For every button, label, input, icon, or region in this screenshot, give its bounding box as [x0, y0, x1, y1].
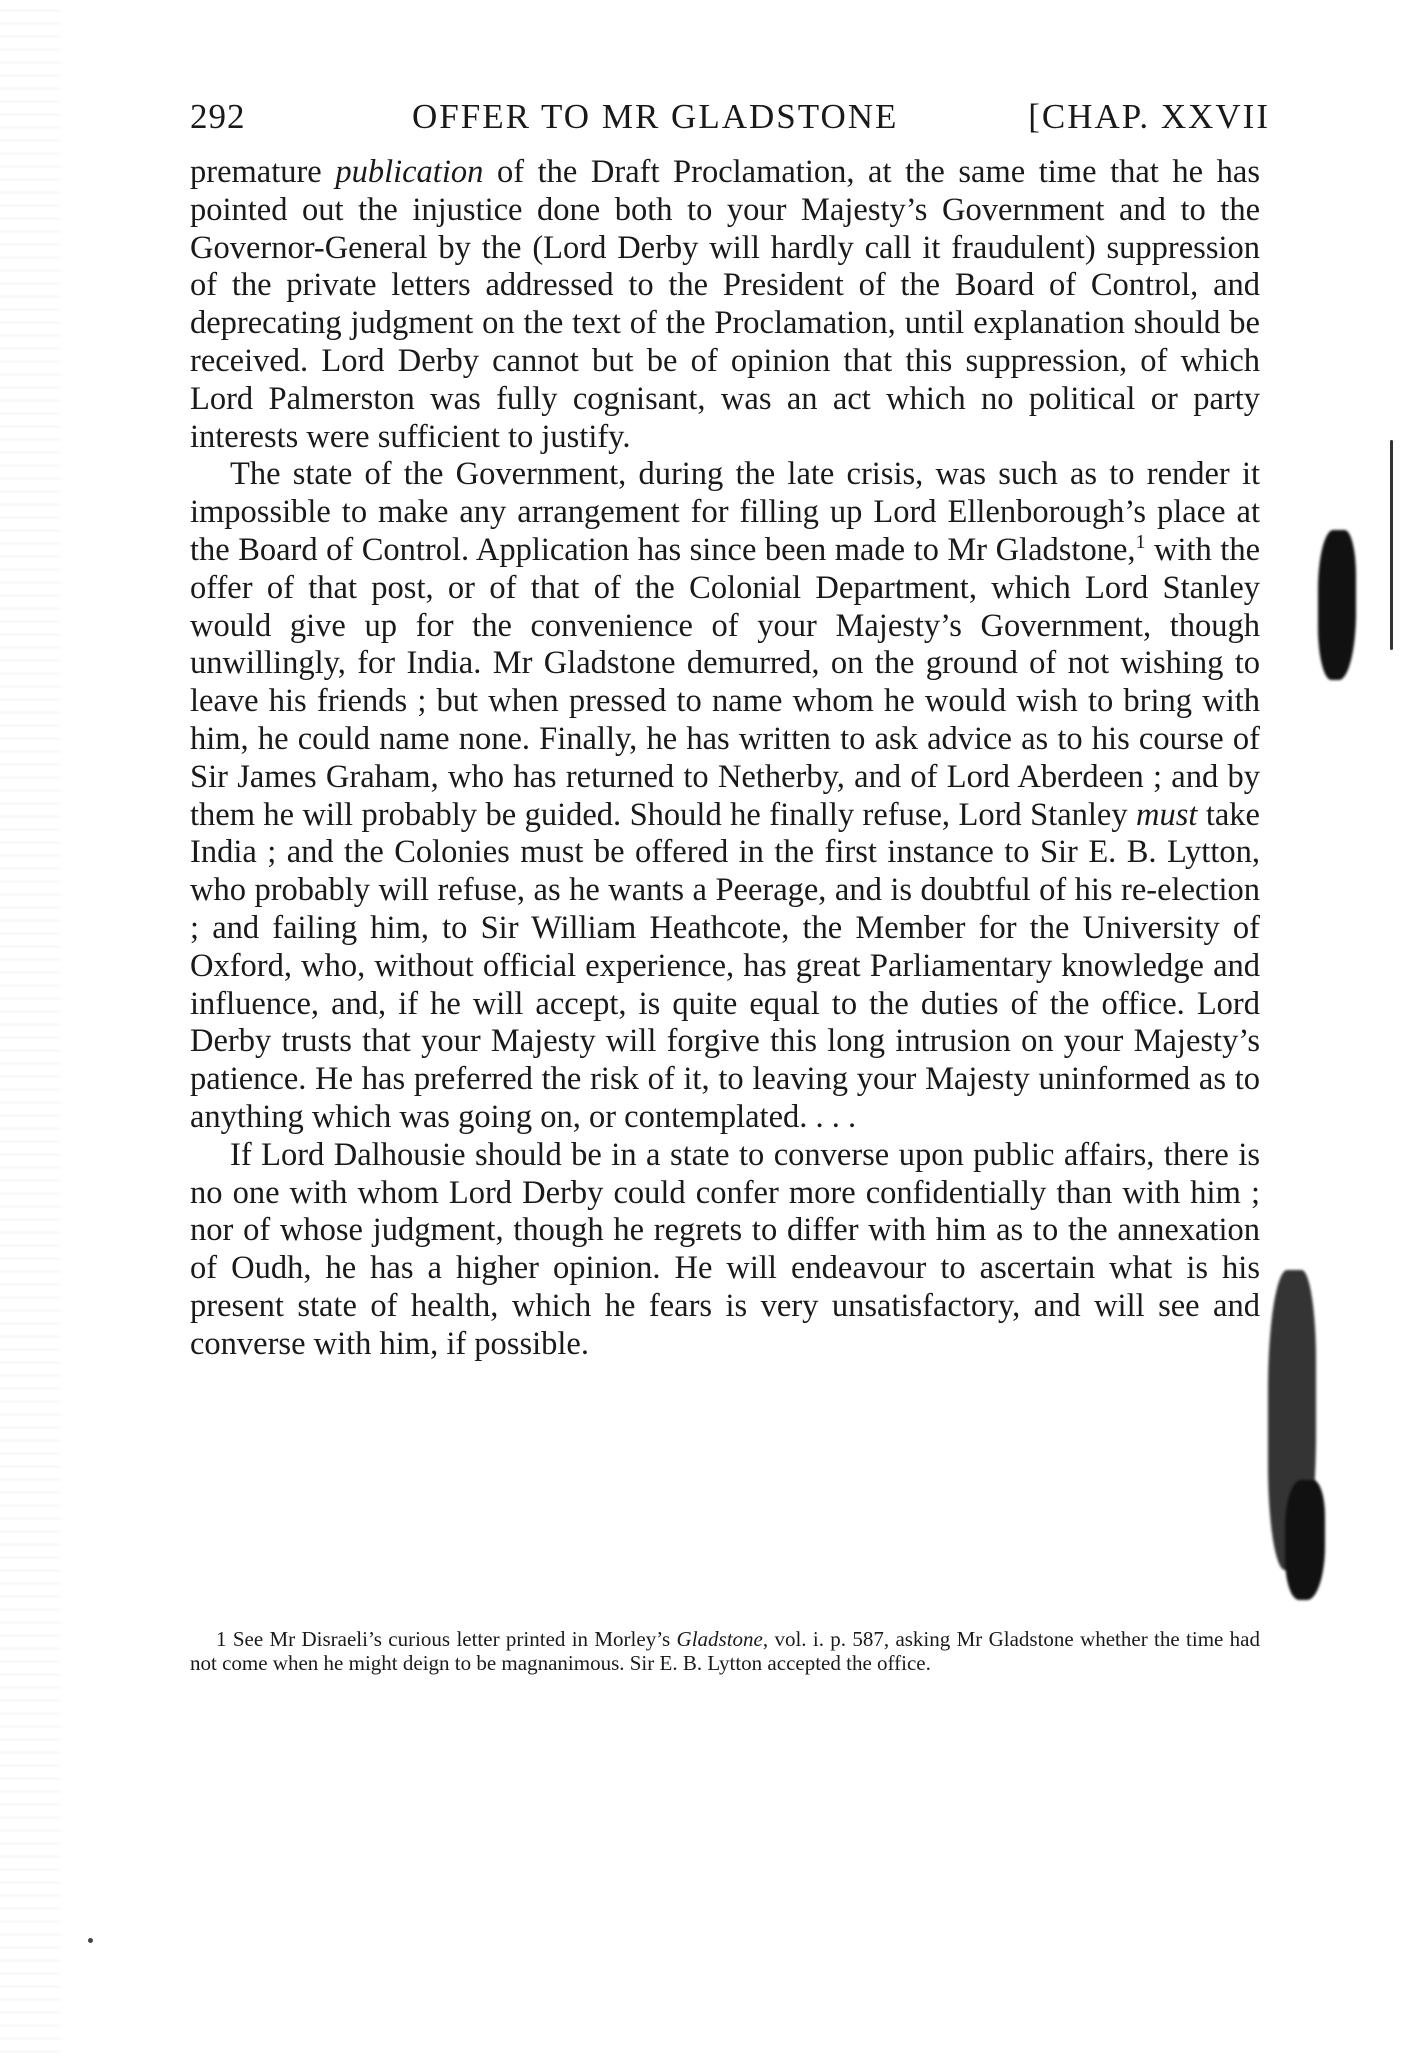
footnote-text-a: See Mr Disraeli’s curious letter printed in Morley’s: [226, 1627, 677, 1651]
paragraph-1: [190, 154, 1260, 456]
page-number: 292: [190, 97, 246, 136]
p2-italic-must: must: [1136, 796, 1198, 833]
running-header: [190, 97, 1270, 141]
margin-pencil-line: [1390, 440, 1393, 650]
footnote-text-c: , vol. i. p. 587, asking Mr Gladstone whether the time had not come when he might deign to be magnanimous. Sir E. B. Lytton accepted the office.: [190, 1627, 1260, 1675]
scan-speck: [88, 1938, 93, 1943]
chapter-reference: [CHAP. XXVII: [1028, 97, 1270, 136]
main-text: [190, 154, 1260, 1364]
footnote-1: [190, 1627, 1260, 1675]
paragraph-3: If Lord Dalhousie should be in a state to converse upon public affairs, there is no one with whom Lord Derby could confer more confidentially than with him ; nor of whose judgment, though he regrets to differ with him as to the annexation of Oudh, he has a higher opinion. He will endeavour to ascertain what is his present state of health, which he fears is very unsatisfactory, and will see and converse with him, if possible.: [190, 1136, 1260, 1362]
p1-text-a: premature: [190, 154, 336, 190]
p2-text-a: The state of the Government, during the late crisis, was such as to render it impossible to make any arrangement for filling up Lord Ellenborough’s place at the Board of Control. Application has since been made to Mr Gladstone,: [190, 456, 1260, 568]
p2-text-d: take India ; and the Colonies must be offered in the first instance to Sir E. B. Lytton, who probably will refuse, as he wants a Peerage, and is doubtful of his re-election ; and failing him, to Sir William Heathcote, the Member for the University of Oxford, who, without official experience, has great Parliamentary knowledge and influence, and, if he will accept, is quite equal to the duties of the office. Lord Derby trusts that your Majesty will forgive this long intrusion on your Majesty’s patience. He has preferred the risk of it, to leaving your Majesty uninformed as to anything which was going on, or contemplated. . . .: [190, 796, 1260, 1135]
footnotes: [190, 1627, 1260, 1675]
margin-ink-mark: [1318, 530, 1356, 680]
p2-text-b: with the offer of that post, or of that of the Colonial Department, which Lord Stanley would give up for the convenience of your Majesty’s Government, though unwillingly, for India. Mr Gladstone demurred, on the ground of not wishing to leave his friends ; but when pressed to name whom he would wish to bring with him, he could name none. Finally, he has written to ask advice as to his course of Sir James Graham, who has returned to Netherby, and of Lord Aberdeen ; and by them he will probably be guided. Should he finally refuse, Lord Stanley: [190, 531, 1260, 833]
p1-italic-publication: publication: [335, 154, 484, 190]
footnote-reference: 1: [1135, 531, 1146, 554]
scan-edge-noise: [0, 0, 60, 2056]
footnote-italic-gladstone: Gladstone: [676, 1627, 763, 1651]
running-title: OFFER TO MR GLADSTONE: [412, 97, 899, 136]
margin-ink-mark: [1285, 1480, 1325, 1600]
paragraph-2: [190, 456, 1260, 1136]
p1-text-c: of the Draft Proclamation, at the same time that he has pointed out the injustice done both to your Majesty’s Government and to the Governor-General by the (Lord Derby will hardly call it fraudulent) suppression of the private letters addressed to the President of the Board of Control, and deprecating judgment on the text of the Proclamation, until explanation should be received. Lord Derby cannot but be of opinion that this suppression, of which Lord Palmerston was fully cognisant, was an act which no political or party interests were sufficient to justify.: [190, 154, 1261, 455]
footnote-marker: 1: [216, 1627, 227, 1651]
